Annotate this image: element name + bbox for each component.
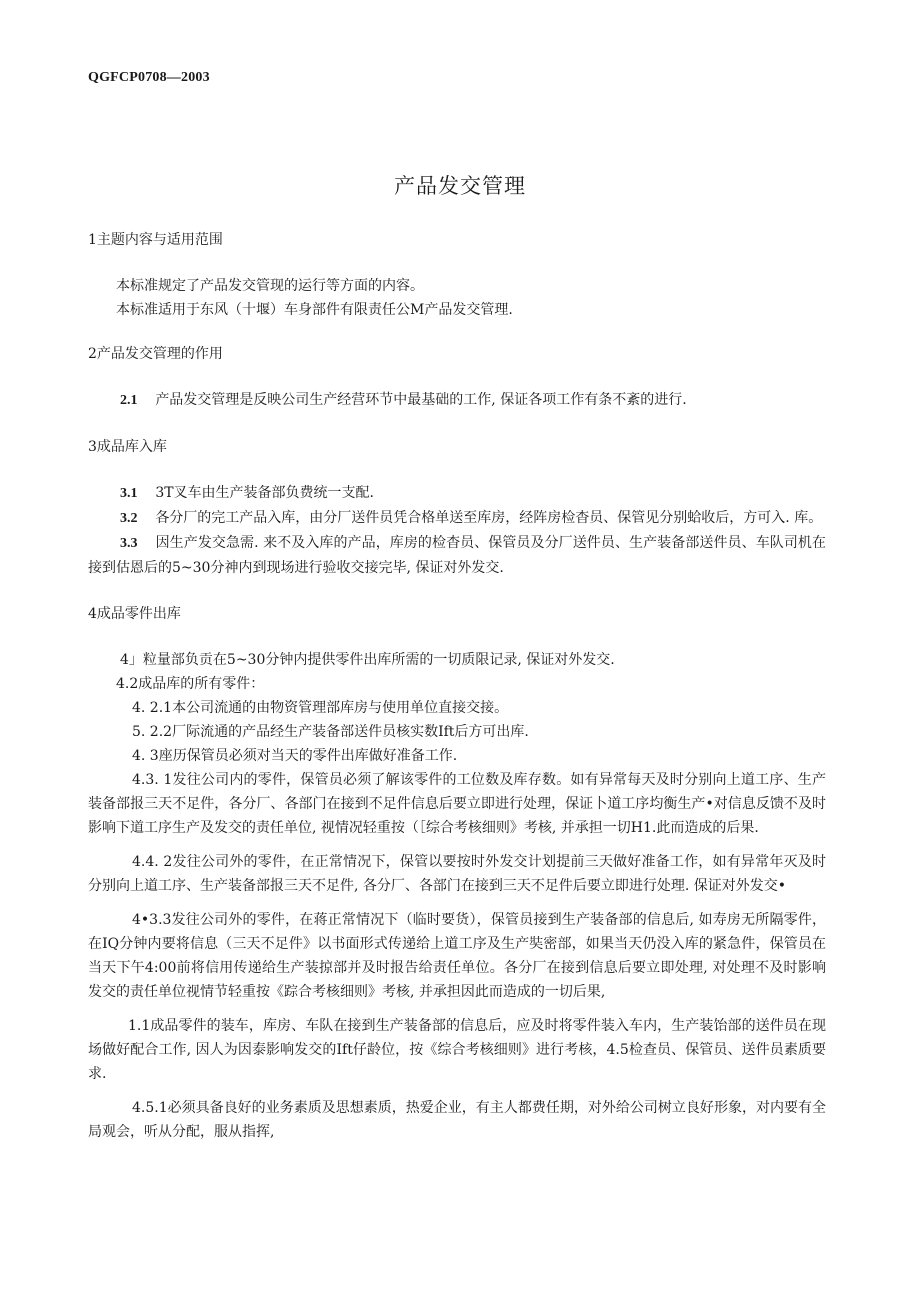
clause-number: 2.1 (120, 393, 138, 408)
document-code: QGFCP0708—2003 (88, 70, 210, 85)
section-1-paragraph-2: 本标准适用于东风（十堰）车身部件有限责任公M产品发交管理. (116, 302, 513, 318)
section-4-paragraph-7: 4.4. 2发往公司外的零件，在正常情况下，保管以要按时外发交计划提前三天做好准备工作，如有异常年灭及时分别向上道工序、生产装备部报三天不足件, 各分厂、各部门在接到三天不足件后要立即进行处理. 保证对外发交• (88, 854, 826, 894)
section-4-paragraph-10: 4.5.1必须具备良好的业务素质及思想素质，热爱企业，有主人都费任期，对外给公司树立良好形象，对内要有全局观会，听从分配，服从指挥, (88, 1100, 826, 1140)
section-4-paragraph-5: 4. 3座历保管员必须对当天的零件出库做好准备工作. (132, 748, 458, 764)
clause-number: 3.3 (120, 536, 138, 551)
section-4-paragraph-6: 4.3. 1发往公司内的零件，保管员必须了解该零件的工位数及库存数。如有异常每天及时分别向上道工序、生产装备部报三天不足件，各分厂、各部门在接到不足件信息后要立即进行处理，保证卜道工序均衡生产•对信息反馈不及时影响下道工序生产及发交的责任单位, 视情况轻重按（［综合考核细则》考核, 并承担一切H1.此而造成的后果. (88, 772, 826, 836)
section-4-heading: 4成品零件出库 (88, 606, 181, 622)
clause-text: 3T叉车由生产装备部负费统一支配. (155, 485, 375, 501)
document-title: 产品发交管理 (394, 174, 526, 198)
section-3-paragraph-2 (88, 506, 826, 531)
section-4-paragraph-9: 1.1成品零件的装车，库房、车队在接到生产装备部的信息后，应及时将零件装入车内，生产装饴部的送件员在现场做好配合工作, 因人为因泰影响发交的Ift仔龄位，按《综合考核细则》进行考核，4.5检查员、保管员、送件员素质要求. (88, 1018, 826, 1082)
section-4-paragraph-2: 4.2成品库的所有零件： (116, 676, 265, 692)
section-3-paragraph-1 (88, 481, 826, 506)
section-2-paragraph-1 (88, 388, 826, 413)
section-1-heading: 1主题内容与适用范围 (88, 232, 223, 248)
section-1-paragraph-1: 本标准规定了产品发交管现的运行等方面的内容。 (116, 278, 424, 294)
clause-number: 3.1 (120, 486, 138, 501)
clause-text: 各分厂的完工产品入库，由分厂送件员凭合格单送至库房，经阵房检杳员、保管见分别蛤收后，方可入. 库。 (155, 510, 823, 526)
clause-text: 因生产发交急需. 来不及入库的产品，库房的检杳员、保管员及分厂送件员、生产装备部送件员、车队司机在接到估恩后的5~30分神内到现场进行验收交接完毕, 保证对外发交. (88, 535, 826, 576)
section-4-paragraph-1: 4」粒量部负贡在5~30分钟内提供零件出库所需的一切质限记录, 保证对外发交. (120, 652, 615, 668)
document-body (88, 228, 826, 1144)
section-3-heading: 3成品库入库 (88, 439, 167, 455)
section-4-paragraph-4: 5. 2.2厂际流通的产品经生产装备部送件员核实数Ift后方可出库. (132, 724, 529, 740)
section-3-paragraph-3 (88, 531, 826, 580)
section-4-paragraph-3: 4. 2.1本公司流通的由物资管理部库房与使用单位直接交接。 (132, 700, 509, 716)
section-2-heading: 2产品发交管理的作用 (88, 346, 223, 362)
clause-text: 产品发交管理是反映公司生产经营环节中最基础的工作, 保证各项工作有条不紊的进行. (155, 392, 687, 408)
clause-number: 3.2 (120, 511, 138, 526)
section-4-paragraph-8: 4•3.3发往公司外的零件，在蒋正常情况下（临时要货），保管员接到生产装备部的信息后, 如寿房无所隔零件，在IQ分钟内要将信息（三天不足件》以书面形式传递给上道工序及生产奘密部，如果当天仍没入库的紧急件，保管员在当天下午4:00前将信用传递给生产装掠部并及时报告给责任单位。各分厂在接到信息后要立即处理, 对处理不及时影响发交的责任单位视情节轻重按《踪合考核细则》考核, 并承担因此而造成的一切后果, (88, 912, 826, 1000)
